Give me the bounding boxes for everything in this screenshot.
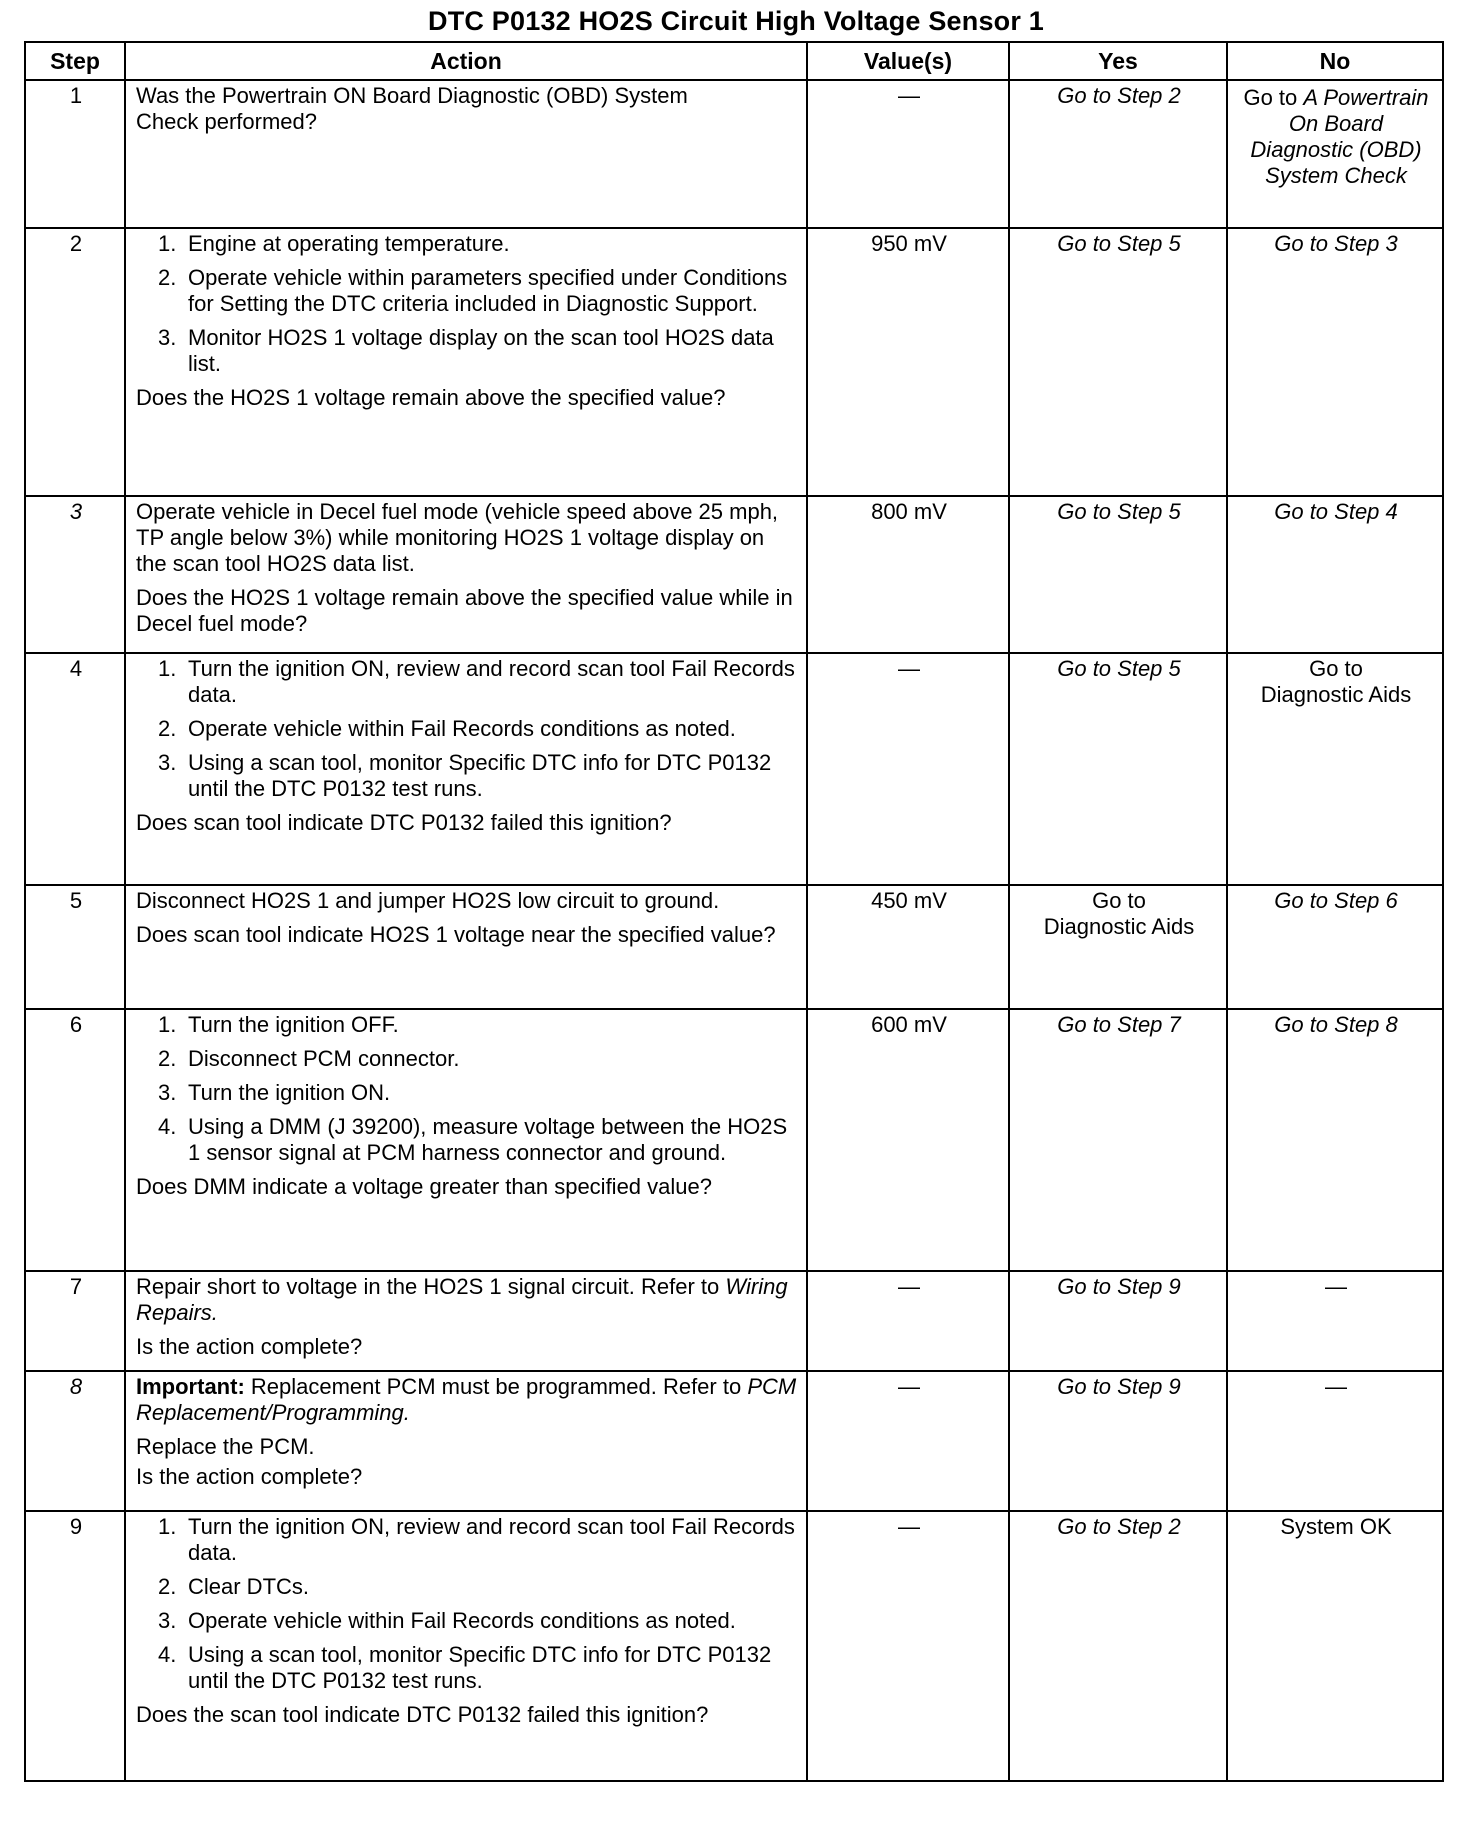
substep: 4. Using a scan tool, monitor Specific DTC info for DTC P0132 until the DTC P0132 test runs. xyxy=(136,1642,798,1694)
yes-cell xyxy=(1009,228,1227,496)
table-row xyxy=(25,228,1443,496)
substep: 4. Using a DMM (J 39200), measure voltage between the HO2S 1 sensor signal at PCM harness connector and ground. xyxy=(136,1114,798,1166)
yes-link[interactable]: Go to Step 5 xyxy=(1057,499,1181,524)
step-number: 5 xyxy=(25,885,125,1009)
no-link[interactable] xyxy=(1243,85,1428,188)
action-text xyxy=(136,83,798,135)
step-number: 3 xyxy=(25,496,125,653)
substep-text: Operate vehicle within Fail Records conditions as noted. xyxy=(188,716,736,741)
header-yes: Yes xyxy=(1009,42,1227,80)
header-action: Action xyxy=(125,42,807,80)
substep: 1. Turn the ignition ON, review and record scan tool Fail Records data. xyxy=(136,656,798,708)
step-number: 1 xyxy=(25,80,125,228)
yes-cell xyxy=(1009,80,1227,228)
header-step: Step xyxy=(25,42,125,80)
action-cell xyxy=(125,1271,807,1371)
yes-link[interactable]: Go to Step 9 xyxy=(1057,1374,1181,1399)
yes-link[interactable]: Go to Step 2 xyxy=(1057,83,1181,108)
no-result: System OK xyxy=(1280,1514,1392,1539)
action-cell xyxy=(125,1511,807,1781)
substep: 3. Turn the ignition ON. xyxy=(136,1080,798,1106)
yes-link[interactable]: Go to Step 5 xyxy=(1057,656,1181,681)
substep-text: Disconnect PCM connector. xyxy=(188,1046,460,1071)
important-text: Replacement PCM must be programmed. Refer to xyxy=(250,1374,742,1399)
value-cell: — xyxy=(807,653,1009,885)
no-cell: — xyxy=(1227,1371,1443,1511)
step-number: 6 xyxy=(25,1009,125,1271)
yes-cell xyxy=(1009,1371,1227,1511)
substep-text: Using a scan tool, monitor Specific DTC info for DTC P0132 until the DTC P0132 test runs. xyxy=(188,1642,772,1693)
yes-line: Diagnostic Aids xyxy=(1043,914,1195,939)
reference-link[interactable]: PCM Replacement/Programming. xyxy=(136,1374,797,1425)
no-cell xyxy=(1227,496,1443,653)
substep: 3. Operate vehicle within Fail Records conditions as noted. xyxy=(136,1608,798,1634)
table-row xyxy=(25,80,1443,228)
no-cell xyxy=(1227,228,1443,496)
substep: 2. Disconnect PCM connector. xyxy=(136,1046,798,1072)
substep-text: Turn the ignition ON. xyxy=(188,1080,391,1105)
action-line: Was the Powertrain ON Board Diagnostic (OBD) System xyxy=(136,83,688,108)
value-cell: 950 mV xyxy=(807,228,1009,496)
page-title: DTC P0132 HO2S Circuit High Voltage Sensor 1 xyxy=(428,6,1044,36)
no-link[interactable]: Go to Step 8 xyxy=(1274,1012,1398,1037)
value-cell: — xyxy=(807,1371,1009,1511)
question-text: Is the action complete? xyxy=(136,1464,363,1489)
table-row xyxy=(25,1371,1443,1511)
step-number: 7 xyxy=(25,1271,125,1371)
no-cell xyxy=(1227,653,1443,885)
yes-cell xyxy=(1009,885,1227,1009)
step-number: 8 xyxy=(25,1371,125,1511)
action-text: Operate vehicle in Decel fuel mode (vehicle speed above 25 mph, TP angle below 3%) while monitoring HO2S 1 voltage display on the scan tool HO2S data list. xyxy=(136,499,779,576)
table-row xyxy=(25,496,1443,653)
substep: 3. Monitor HO2S 1 voltage display on the scan tool HO2S data list. xyxy=(136,325,798,377)
substep-list xyxy=(136,656,798,802)
value-cell: 450 mV xyxy=(807,885,1009,1009)
no-cell xyxy=(1227,1511,1443,1781)
substep-list xyxy=(136,1012,798,1166)
substep: 2. Operate vehicle within Fail Records conditions as noted. xyxy=(136,716,798,742)
yes-link[interactable]: Go to Step 9 xyxy=(1057,1274,1181,1299)
table-row xyxy=(25,1511,1443,1781)
yes-link[interactable]: Go to Step 2 xyxy=(1057,1514,1181,1539)
substep-text: Operate vehicle within parameters specified under Conditions for Setting the DTC criteria included in Diagnostic Support. xyxy=(188,265,788,316)
substep-text: Monitor HO2S 1 voltage display on the scan tool HO2S data list. xyxy=(188,325,774,376)
action-text: Disconnect HO2S 1 and jumper HO2S low circuit to ground. xyxy=(136,888,720,913)
important-note xyxy=(136,1374,798,1426)
value-cell: 800 mV xyxy=(807,496,1009,653)
no-cell xyxy=(1227,80,1443,228)
question-text: Does scan tool indicate DTC P0132 failed this ignition? xyxy=(136,810,672,835)
value-cell: 600 mV xyxy=(807,1009,1009,1271)
no-cell: — xyxy=(1227,1271,1443,1371)
question-text: Is the action complete? xyxy=(136,1334,363,1359)
substep-text: Using a scan tool, monitor Specific DTC info for DTC P0132 until the DTC P0132 test runs. xyxy=(188,750,772,801)
reference-link[interactable]: Wiring Repairs. xyxy=(136,1274,788,1325)
substep-text: Turn the ignition OFF. xyxy=(188,1012,399,1037)
no-prefix: Go to xyxy=(1243,85,1298,110)
table-header-row xyxy=(25,42,1443,80)
substep-text: Turn the ignition ON, review and record scan tool Fail Records data. xyxy=(188,656,795,707)
table-row xyxy=(25,1009,1443,1271)
action-text: Replace the PCM. xyxy=(136,1434,315,1459)
action-text xyxy=(136,1274,798,1326)
substep-text: Operate vehicle within Fail Records conditions as noted. xyxy=(188,1608,736,1633)
substep-text: Using a DMM (J 39200), measure voltage between the HO2S 1 sensor signal at PCM harness connector and ground. xyxy=(188,1114,788,1165)
important-label: Important: xyxy=(136,1374,245,1399)
substep-text: Clear DTCs. xyxy=(188,1574,310,1599)
question-text: Does the scan tool indicate DTC P0132 failed this ignition? xyxy=(136,1702,709,1727)
yes-cell xyxy=(1009,496,1227,653)
question-text: Does the HO2S 1 voltage remain above the specified value? xyxy=(136,385,726,410)
action-cell xyxy=(125,228,807,496)
no-link[interactable] xyxy=(1261,656,1411,707)
no-cell xyxy=(1227,885,1443,1009)
substep-text: Engine at operating temperature. xyxy=(188,231,510,256)
table-row xyxy=(25,885,1443,1009)
step-number: 9 xyxy=(25,1511,125,1781)
no-link[interactable]: Go to Step 6 xyxy=(1274,888,1398,913)
action-cell xyxy=(125,653,807,885)
header-no: No xyxy=(1227,42,1443,80)
yes-link[interactable] xyxy=(1044,888,1194,939)
substep-list xyxy=(136,1514,798,1694)
yes-line: Go to xyxy=(1092,888,1146,913)
yes-link[interactable]: Go to Step 7 xyxy=(1057,1012,1181,1037)
action-cell xyxy=(125,1371,807,1511)
substep: 1. Turn the ignition ON, review and record scan tool Fail Records data. xyxy=(136,1514,798,1566)
header-values: Value(s) xyxy=(807,42,1009,80)
question-text: Does DMM indicate a voltage greater than specified value? xyxy=(136,1174,712,1199)
action-cell xyxy=(125,885,807,1009)
yes-cell xyxy=(1009,1271,1227,1371)
no-cell xyxy=(1227,1009,1443,1271)
substep: 1. Engine at operating temperature. xyxy=(136,231,798,257)
table-row xyxy=(25,653,1443,885)
value-cell: — xyxy=(807,80,1009,228)
table-row xyxy=(25,1271,1443,1371)
step-number: 4 xyxy=(25,653,125,885)
substep-text: Turn the ignition ON, review and record scan tool Fail Records data. xyxy=(188,1514,795,1565)
diagnostic-table xyxy=(24,41,1444,1782)
substep: 2. Clear DTCs. xyxy=(136,1574,798,1600)
step-number: 2 xyxy=(25,228,125,496)
action-cell xyxy=(125,1009,807,1271)
no-link[interactable]: Go to Step 4 xyxy=(1274,499,1398,524)
substep: 1. Turn the ignition OFF. xyxy=(136,1012,798,1038)
question-text: Does scan tool indicate HO2S 1 voltage near the specified value? xyxy=(136,922,776,947)
yes-cell xyxy=(1009,1511,1227,1781)
no-link[interactable]: Go to Step 3 xyxy=(1274,231,1398,256)
substep: 2. Operate vehicle within parameters specified under Conditions for Setting the DTC criteria included in Diagnostic Support. xyxy=(136,265,798,317)
yes-cell xyxy=(1009,1009,1227,1271)
value-cell: — xyxy=(807,1511,1009,1781)
action-line: Check performed? xyxy=(136,109,317,134)
no-line: Go to xyxy=(1309,656,1363,681)
substep: 3. Using a scan tool, monitor Specific DTC info for DTC P0132 until the DTC P0132 test runs. xyxy=(136,750,798,802)
yes-cell xyxy=(1009,653,1227,885)
value-cell: — xyxy=(807,1271,1009,1371)
action-cell xyxy=(125,496,807,653)
action-prefix: Repair short to voltage in the HO2S 1 signal circuit. Refer to xyxy=(136,1274,720,1299)
no-italic-text: A Powertrain On Board Diagnostic (OBD) System Check xyxy=(1250,85,1429,188)
no-line: Diagnostic Aids xyxy=(1260,682,1412,707)
substep-list xyxy=(136,231,798,377)
question-text: Does the HO2S 1 voltage remain above the specified value while in Decel fuel mode? xyxy=(136,585,793,636)
action-cell xyxy=(125,80,807,228)
yes-link[interactable]: Go to Step 5 xyxy=(1057,231,1181,256)
